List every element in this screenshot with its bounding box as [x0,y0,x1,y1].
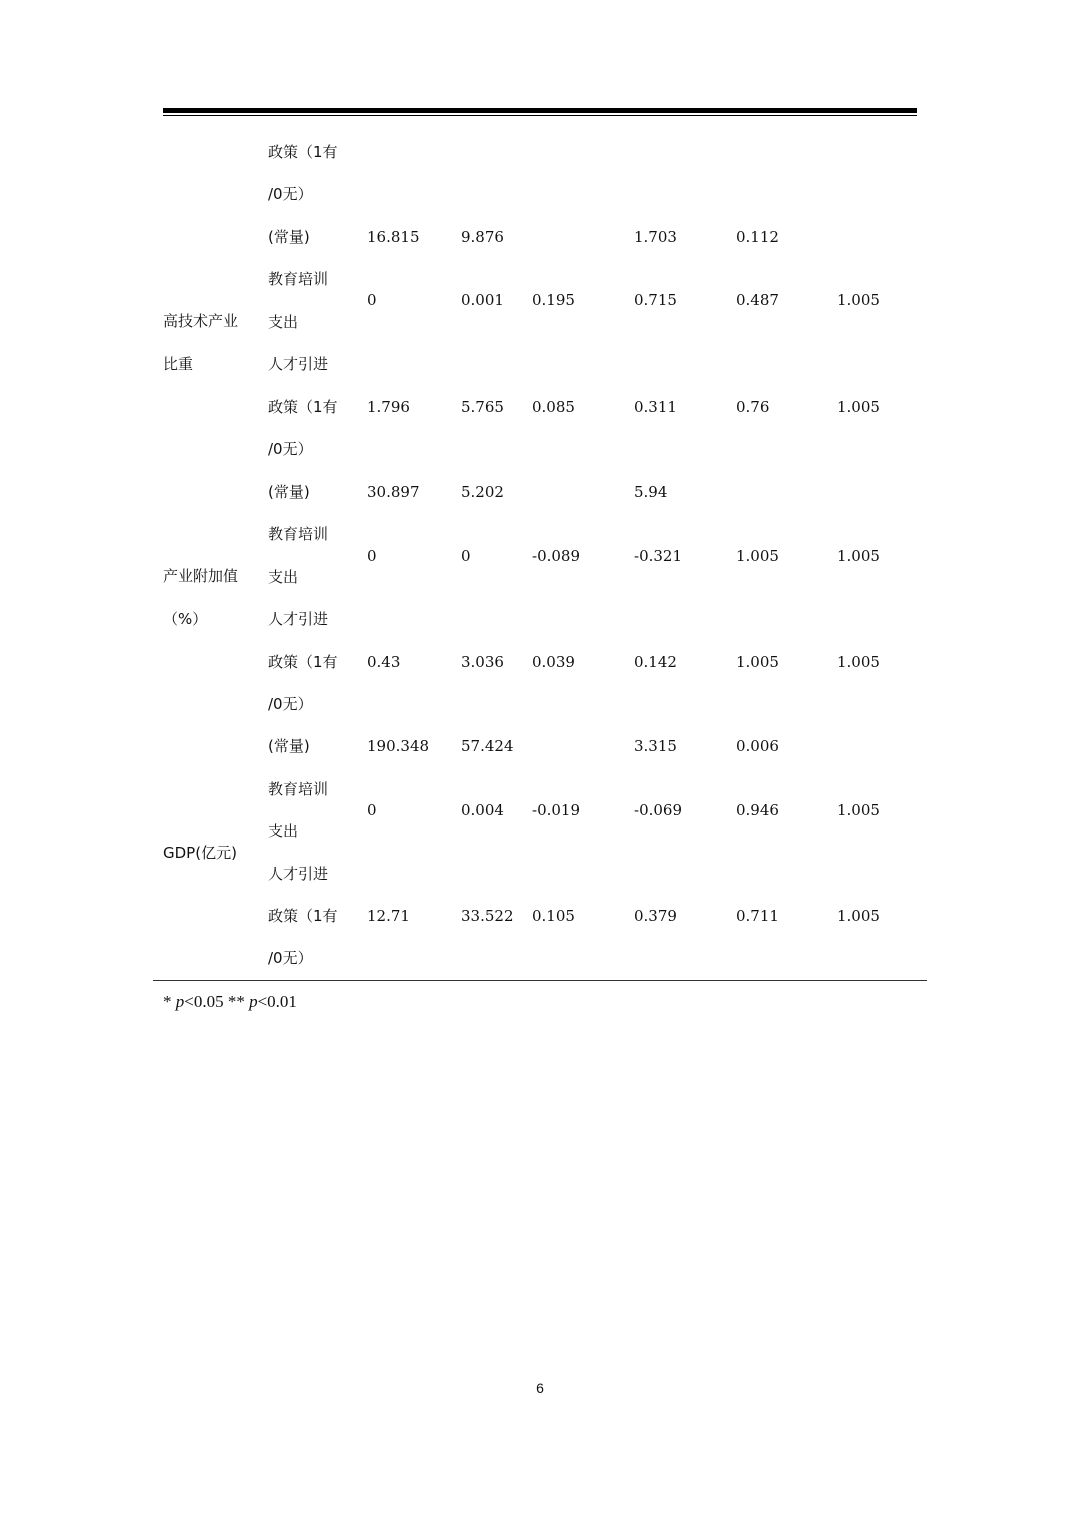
table-footnote [163,992,297,1012]
dependent-variable-label: GDP(亿元) [163,844,237,862]
cell-b: 190.348 [367,737,430,755]
footnote-threshold: <0.01 [257,992,297,1011]
cell-se: 5.765 [461,398,504,416]
cell-se: 0.001 [461,291,504,309]
cell-b: 0.43 [367,653,401,671]
cell-beta: 0.085 [532,398,575,416]
cell-vif: 1.005 [837,291,880,309]
table-top-rule-thin [163,115,917,116]
cell-b: 16.815 [367,228,420,246]
cell-beta: 0.195 [532,291,575,309]
var-label: 人才引进 [268,355,329,373]
table-bottom-rule [153,980,927,981]
footnote-p: p [249,992,258,1011]
cell-se: 5.202 [461,483,504,501]
var-label: 人才引进 [268,865,329,883]
cell-p: 1.005 [736,653,779,671]
cell-t: 0.142 [634,653,677,671]
cell-t: 0.379 [634,907,677,925]
cell-vif: 1.005 [837,547,880,565]
var-label: 政策（1有 [268,143,338,161]
dependent-variable-label: 高技术产业 [163,312,239,330]
var-label: 政策（1有 [268,398,338,416]
cell-p: 0.946 [736,801,779,819]
page-number: 6 [536,1380,544,1396]
cell-p: 0.112 [736,228,779,246]
var-label: 支出 [268,568,299,586]
var-label: 支出 [268,822,299,840]
cell-vif: 1.005 [837,653,880,671]
var-label: 教育培训 [268,525,329,543]
cell-vif: 1.005 [837,907,880,925]
dependent-variable-label: 比重 [163,355,194,373]
cell-t: -0.069 [634,801,683,819]
dependent-variable-label: 产业附加值 [163,567,239,585]
var-label: /0无） [268,695,313,713]
cell-se: 3.036 [461,653,504,671]
cell-beta: -0.089 [532,547,581,565]
cell-b: 1.796 [367,398,410,416]
cell-se: 0 [461,547,471,565]
cell-se: 9.876 [461,228,504,246]
cell-b: 30.897 [367,483,420,501]
var-label: 政策（1有 [268,653,338,671]
cell-b: 0 [367,547,377,565]
cell-p: 0.006 [736,737,779,755]
dependent-variable-label: （%） [163,610,208,628]
var-label: 教育培训 [268,780,329,798]
cell-vif: 1.005 [837,801,880,819]
cell-se: 57.424 [461,737,514,755]
var-label: 支出 [268,313,299,331]
footnote-star: * [163,992,176,1011]
cell-t: 1.703 [634,228,677,246]
var-label: /0无） [268,185,313,203]
cell-beta: -0.019 [532,801,581,819]
cell-se: 0.004 [461,801,504,819]
cell-b: 12.71 [367,907,410,925]
cell-t: -0.321 [634,547,683,565]
cell-b: 0 [367,291,377,309]
cell-p: 0.711 [736,907,779,925]
cell-beta: 0.039 [532,653,575,671]
cell-p: 0.487 [736,291,779,309]
cell-p: 1.005 [736,547,779,565]
var-label: 政策（1有 [268,907,338,925]
var-label: 教育培训 [268,270,329,288]
cell-t: 3.315 [634,737,677,755]
constant-label: (常量) [268,737,310,755]
cell-t: 0.311 [634,398,677,416]
cell-vif: 1.005 [837,398,880,416]
cell-t: 0.715 [634,291,677,309]
cell-beta: 0.105 [532,907,575,925]
var-label: 人才引进 [268,610,329,628]
table-top-rule-thick [163,108,917,113]
var-label: /0无） [268,440,313,458]
var-label: /0无） [268,949,313,967]
constant-label: (常量) [268,228,310,246]
cell-p: 0.76 [736,398,770,416]
constant-label: (常量) [268,483,310,501]
footnote-threshold: <0.05 ** [184,992,250,1011]
footnote-p: p [175,992,185,1011]
cell-se: 33.522 [461,907,514,925]
cell-t: 5.94 [634,483,668,501]
cell-b: 0 [367,801,377,819]
